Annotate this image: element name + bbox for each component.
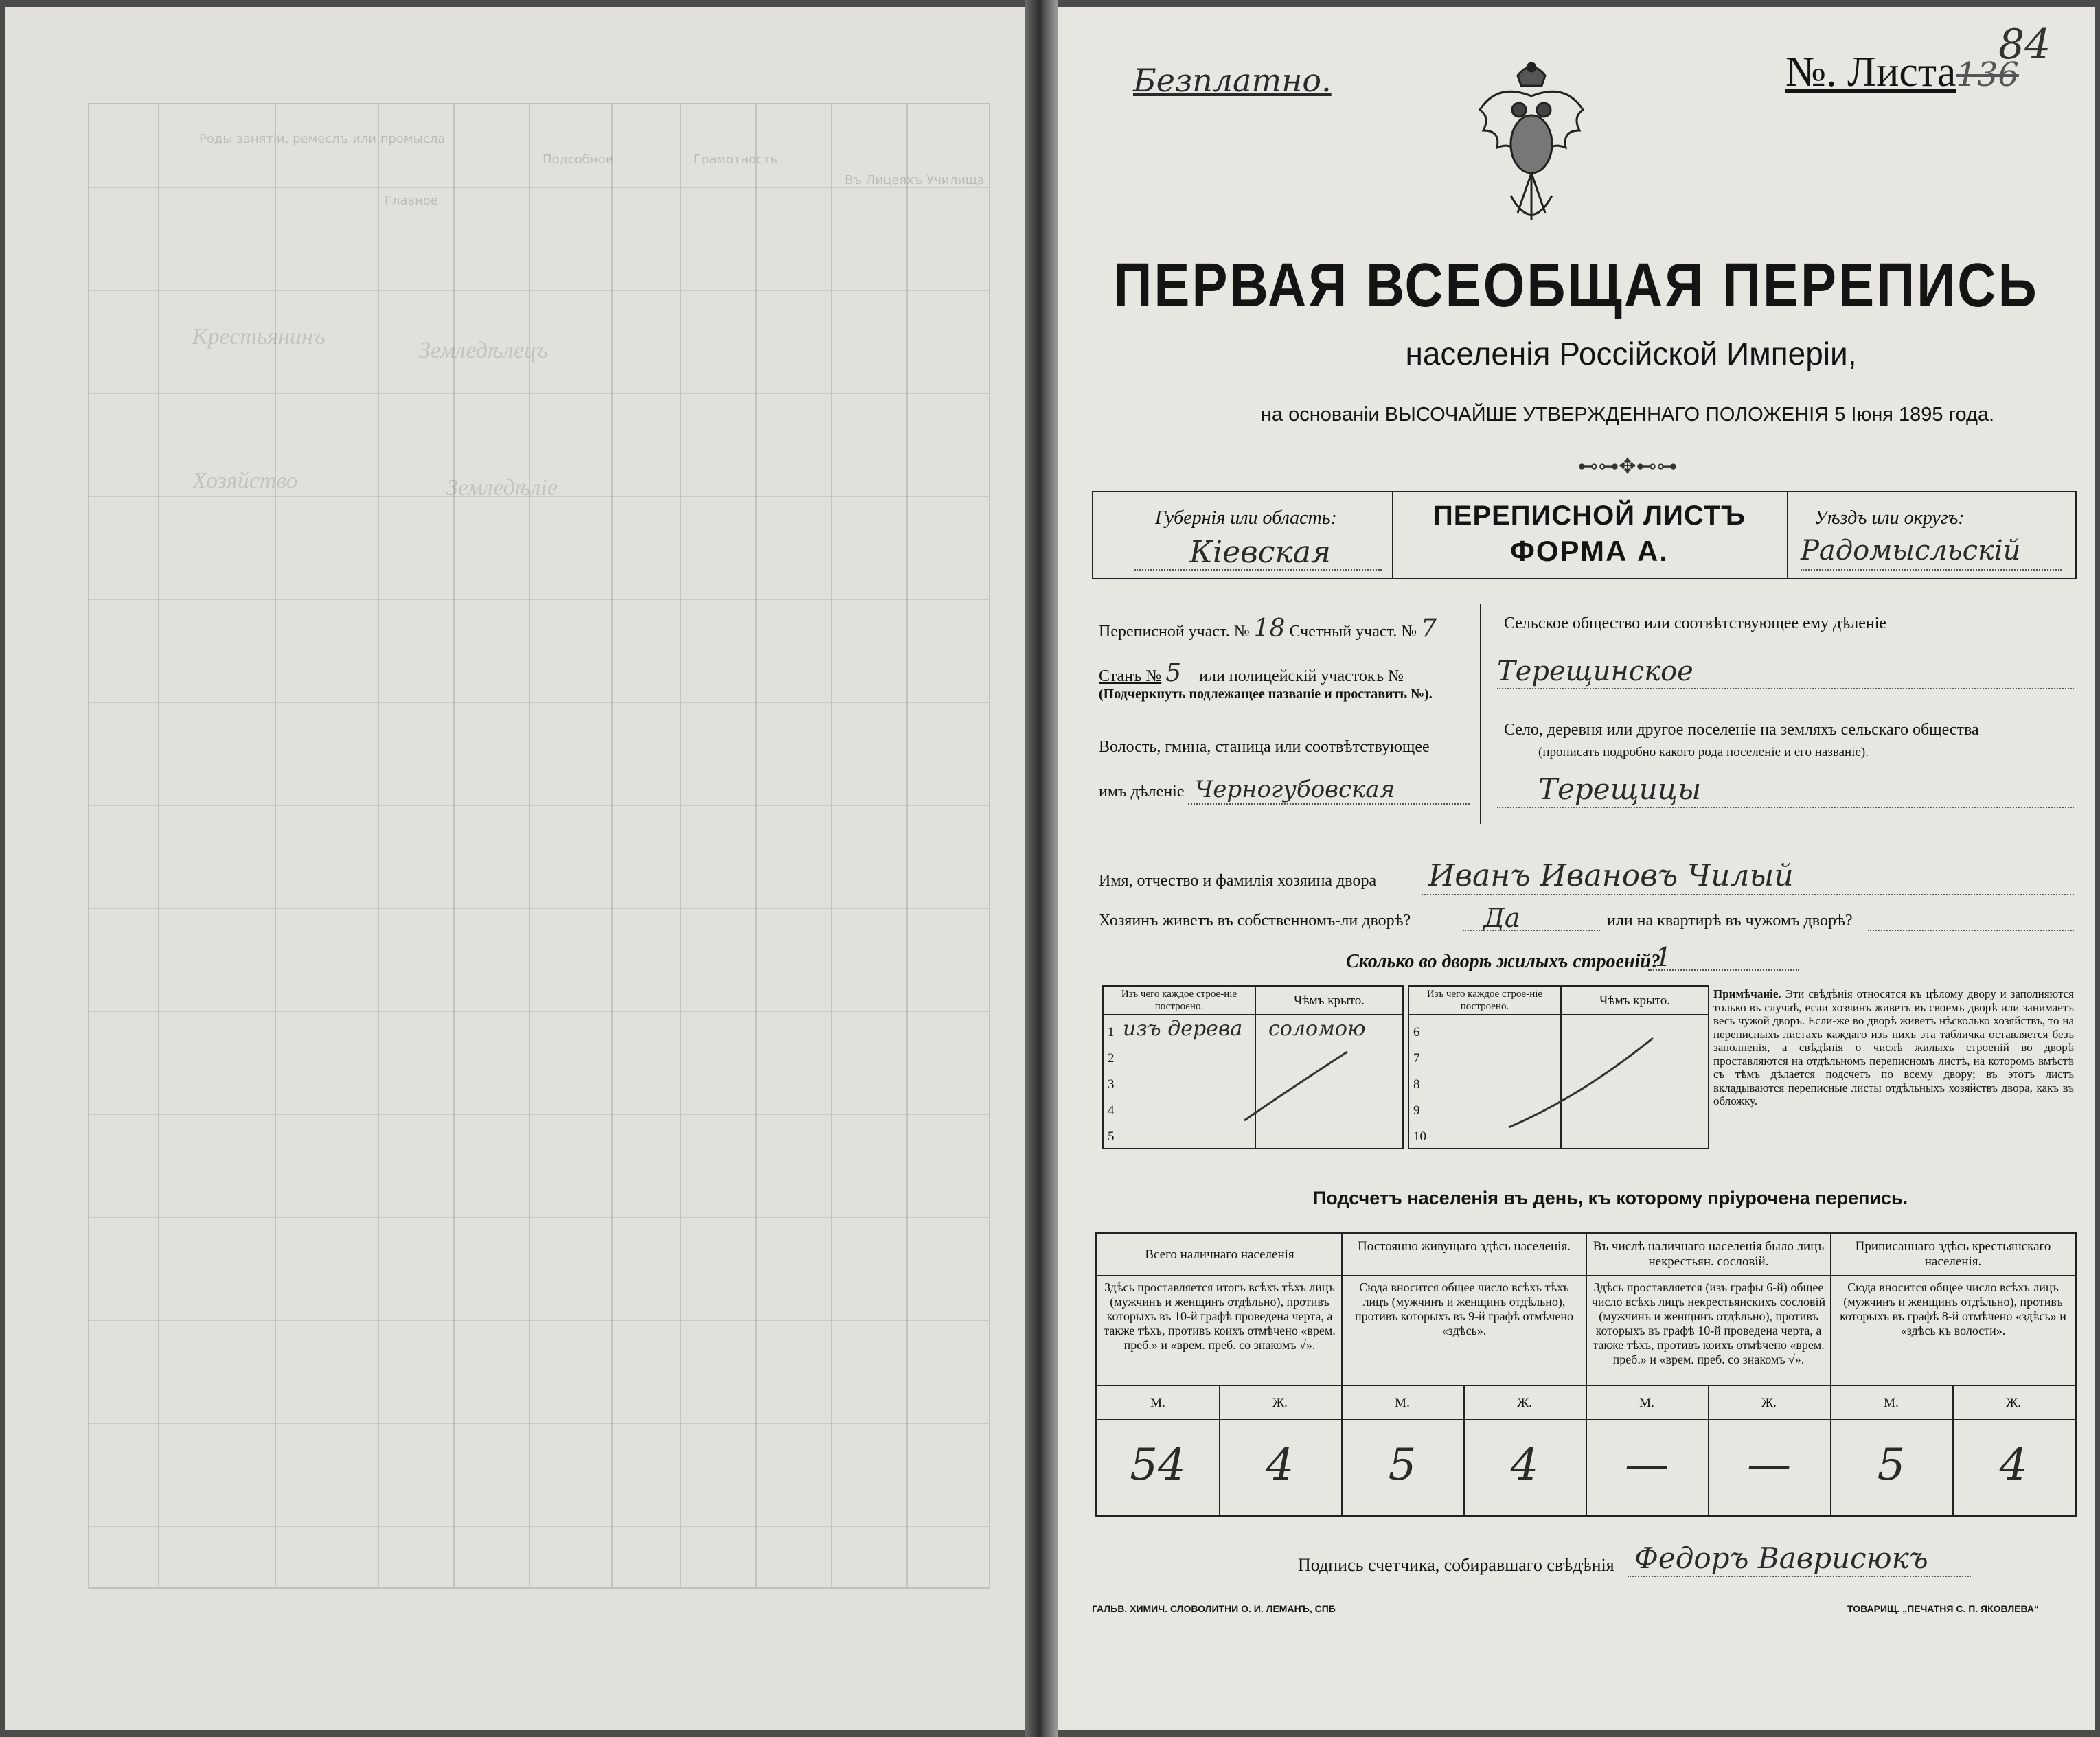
police-label: или полицейскій участокъ № (1199, 667, 1404, 685)
row-number: 3 (1108, 1077, 1115, 1092)
row-number: 5 (1108, 1129, 1115, 1144)
gubernia-value: Кіевская (1189, 535, 1332, 570)
count-district-label: Счетный участ. № (1289, 623, 1417, 641)
faded-entry: Земледѣлецъ (419, 338, 548, 363)
underline-note: (Подчеркнуть подлежащее названіе и проставить №). (1099, 687, 1433, 702)
village-label: Село, деревня или другое поселеніе на земляхъ сельскаго общества (1504, 721, 1979, 739)
roof-header: Чѣмъ крыто. (1599, 993, 1671, 1008)
volost-label-1: Волость, гмина, станица или соотвѣтствующее (1099, 738, 1430, 756)
total-female-value: 4 (1266, 1440, 1294, 1491)
stan-label: Станъ № (1099, 667, 1162, 685)
ascribed-female-value: 4 (1999, 1440, 2028, 1491)
col-total-desc: Здѣсь проставляется итогъ всѣхъ тѣхъ лицъ (мужчинъ и женщинъ отдѣльно), противъ которыхъ въ 10-й графѣ проведена черта, а также тѣхъ, противъ коихъ отмѣчено «врем. преб.» и «врем. преб. со знакомъ √». (1104, 1280, 1336, 1352)
stan-row (1099, 659, 1404, 687)
form-title-line-1: ПЕРЕПИСНОЙ ЛИСТЪ (1433, 501, 1746, 531)
imperial-eagle-emblem (1470, 55, 1593, 240)
col-permanent-title: Постоянно живущаго здѣсь населенія. (1358, 1239, 1571, 1254)
buildings-table-left (1102, 985, 1404, 1149)
faded-entry: Крестьянинъ (192, 324, 326, 349)
buildings-value: 1 (1655, 942, 1672, 972)
faded-header: Роды занятій, ремеслъ или промысла (199, 132, 446, 146)
stan-value: 5 (1165, 659, 1182, 687)
row-number: 9 (1413, 1103, 1420, 1118)
population-heading: Подсчетъ населенія въ день, къ которому пріурочена перепись. (1312, 1188, 1908, 1208)
noncrest-male-value: — (1625, 1440, 1669, 1491)
sheet-number-label (1785, 48, 2019, 97)
col-ascribed-desc: Сюда вносится общее число всѣхъ лицъ (мужчинъ и женщинъ отдѣльно), противъ которыхъ въ графѣ 8-й отмѣчено «здѣсь» и «здѣсь къ волости». (1840, 1280, 2066, 1337)
printer-right: ТОВАРИЩ. „ПЕЧАТНЯ С. П. ЯКОВЛЕВА“ (1847, 1603, 2040, 1614)
col-noncrest-title: Въ числѣ наличнаго населенія было лицъ некрестьян. сословій. (1593, 1239, 1825, 1269)
uezd-value: Радомысльскій (1801, 535, 2021, 566)
row-number: 6 (1413, 1025, 1420, 1039)
census-district-row (1099, 614, 1437, 643)
col-ascribed-title: Приписаннаго здѣсь крестьянскаго населенія. (1855, 1239, 2051, 1269)
owner-value: Иванъ Ивановъ Чилый (1428, 858, 1794, 893)
buildings-note (1713, 987, 2074, 1108)
note-text: Эти свѣдѣнія относятся къ цѣлому двору и заполняются только въ случаѣ, если хозяинъ живетъ въ своемъ дворѣ или занимаетъ весь чужой дворъ. Если-же во дворѣ живетъ нѣсколько хозяйствъ, то на переписныхъ листахъ каждаго изъ нихъ эта табличка оставляется безъ заполненія, а свѣдѣнія о числѣ жилыхъ строеній во дворѣ проставляются на отдѣльномъ переписномъ листѣ, на которомъ вмѣстѣ съ тѣмъ дѣлается подсчетъ по всему двору; въ этотъ листъ вкладываются переписные листы отдѣльныхъ хозяйствъ двора, какъ въ обложку. (1713, 987, 2075, 1107)
sheet-number-struck: 136 (1956, 56, 2019, 94)
faded-entry: Земледѣліе (446, 475, 558, 501)
census-district-label: Переписной участ. № (1099, 623, 1250, 641)
row-number: 10 (1413, 1129, 1426, 1144)
row-numbers-left (1108, 1020, 1115, 1150)
permanent-male-value: 5 (1388, 1440, 1417, 1491)
col-total-title: Всего наличнаго населенія (1145, 1247, 1294, 1262)
buildings-label: Сколько во дворѣ жилыхъ строеній? (1346, 951, 1660, 972)
faded-grid (88, 103, 990, 1589)
ascribed-male-value: 5 (1877, 1440, 1906, 1491)
faded-header: Главное (385, 194, 438, 208)
sheet-label: №. Листа (1785, 49, 1956, 95)
form-title: ПЕРВАЯ ВСЕОБЩАЯ ПЕРЕПИСЬ (1113, 250, 2039, 320)
faded-header: Подсобное (543, 152, 613, 167)
ornament-divider: ⊷⊶✥⊷⊶ (1577, 455, 1678, 478)
volost-label-2: имъ дѣленіе (1099, 783, 1185, 801)
gubernia-label: Губернія или область: (1155, 507, 1337, 529)
m-label: М. (1639, 1396, 1654, 1410)
uezd-label: Уѣздъ или округъ: (1814, 507, 1965, 529)
material-header: Изъ чего каждое строе-ніе построено. (1121, 989, 1237, 1012)
rented-label: или на квартирѣ въ чужомъ дворѣ? (1607, 912, 1853, 930)
census-form-page (1058, 7, 2095, 1730)
m-label: М. (1884, 1396, 1899, 1410)
row-numbers-right (1413, 1020, 1426, 1150)
volost-value: Черногубовская (1195, 776, 1395, 803)
row-number: 2 (1108, 1051, 1115, 1066)
left-page (5, 7, 1025, 1730)
permanent-female-value: 4 (1510, 1440, 1539, 1491)
own-yard-value: Да (1483, 903, 1520, 933)
material-header: Изъ чего каждое строе-ніе построено. (1426, 989, 1543, 1012)
row-number: 1 (1108, 1025, 1115, 1039)
society-label: Сельское общество или соотвѣтствующее ему дѣленіе (1504, 614, 1887, 632)
free-label: Безплатно. (1133, 62, 1332, 99)
buildings-table-right (1408, 985, 1709, 1149)
society-value: Терещинское (1497, 656, 1693, 687)
owner-label: Имя, отчество и фамилія хозяина двора (1099, 872, 1377, 890)
village-value: Терещицы (1538, 772, 1702, 806)
archive-number: 84 (1998, 21, 2051, 69)
col-permanent-desc: Сюда вносится общее число всѣхъ тѣхъ лицъ (мужчинъ и женщинъ отдѣльно), противъ которыхъ въ 9-й графѣ отмѣчено «здѣсь». (1355, 1280, 1573, 1337)
signature-value: Федоръ Ваврисюкъ (1634, 1541, 1928, 1575)
faded-header: Въ Лицеяхъ Училища (845, 173, 985, 187)
legal-basis: на основаніи ВЫСОЧАЙШЕ УТВЕРЖДЕННАГО ПОЛОЖЕНІЯ 5 Іюня 1895 года. (1260, 404, 1995, 426)
total-male-value: 54 (1130, 1440, 1186, 1491)
row-number: 8 (1413, 1077, 1420, 1092)
m-label: М. (1395, 1396, 1410, 1410)
col-noncrest-desc: Здѣсь проставляется (изъ графы 6-й) общее число всѣхъ лицъ некрестьянскихъ сословій (мужчинъ и женщинъ отдѣльно), противъ которыхъ въ графѣ 10-й проведена черта, а также тѣхъ, противъ коихъ отмѣчено «врем. преб.» и «врем. преб. со знакомъ √». (1591, 1280, 1826, 1366)
own-yard-label: Хозяинъ живетъ въ собственномъ-ли дворѣ? (1099, 912, 1411, 930)
printer-left: ГАЛЬВ. ХИМИЧ. СЛОВОЛИТНИ О. И. ЛЕМАНЪ, СПБ (1092, 1603, 1336, 1614)
strike-mark (1505, 1035, 1656, 1131)
book-spine (1025, 0, 1058, 1737)
census-district-value: 18 (1253, 614, 1286, 643)
roof-value-1: соломою (1268, 1017, 1366, 1041)
f-label: Ж. (1272, 1396, 1288, 1410)
population-table (1095, 1232, 2077, 1517)
f-label: Ж. (2006, 1396, 2021, 1410)
faded-header: Грамотность (694, 152, 778, 167)
m-label: М. (1150, 1396, 1165, 1410)
material-value-1: изъ дерева (1123, 1017, 1243, 1041)
form-title-line-2: ФОРМА А. (1510, 535, 1669, 567)
form-subtitle: населенія Россійской Имперіи, (1405, 336, 1857, 371)
region-box (1092, 491, 2077, 579)
count-district-value: 7 (1421, 614, 1437, 643)
row-number: 7 (1413, 1051, 1420, 1066)
signature-label: Подпись счетчика, собиравшаго свѣдѣнія (1298, 1555, 1614, 1575)
strike-mark (1241, 1048, 1351, 1124)
faded-entry: Хозяйство (192, 468, 298, 494)
f-label: Ж. (1517, 1396, 1532, 1410)
noncrest-female-value: — (1747, 1440, 1791, 1491)
village-note: (прописать подробно какого рода поселеніе и его названіе). (1538, 745, 1869, 759)
note-title: Примѣчаніе. (1713, 987, 1781, 1000)
roof-header: Чѣмъ крыто. (1293, 993, 1365, 1008)
f-label: Ж. (1761, 1396, 1777, 1410)
row-number: 4 (1108, 1103, 1115, 1118)
